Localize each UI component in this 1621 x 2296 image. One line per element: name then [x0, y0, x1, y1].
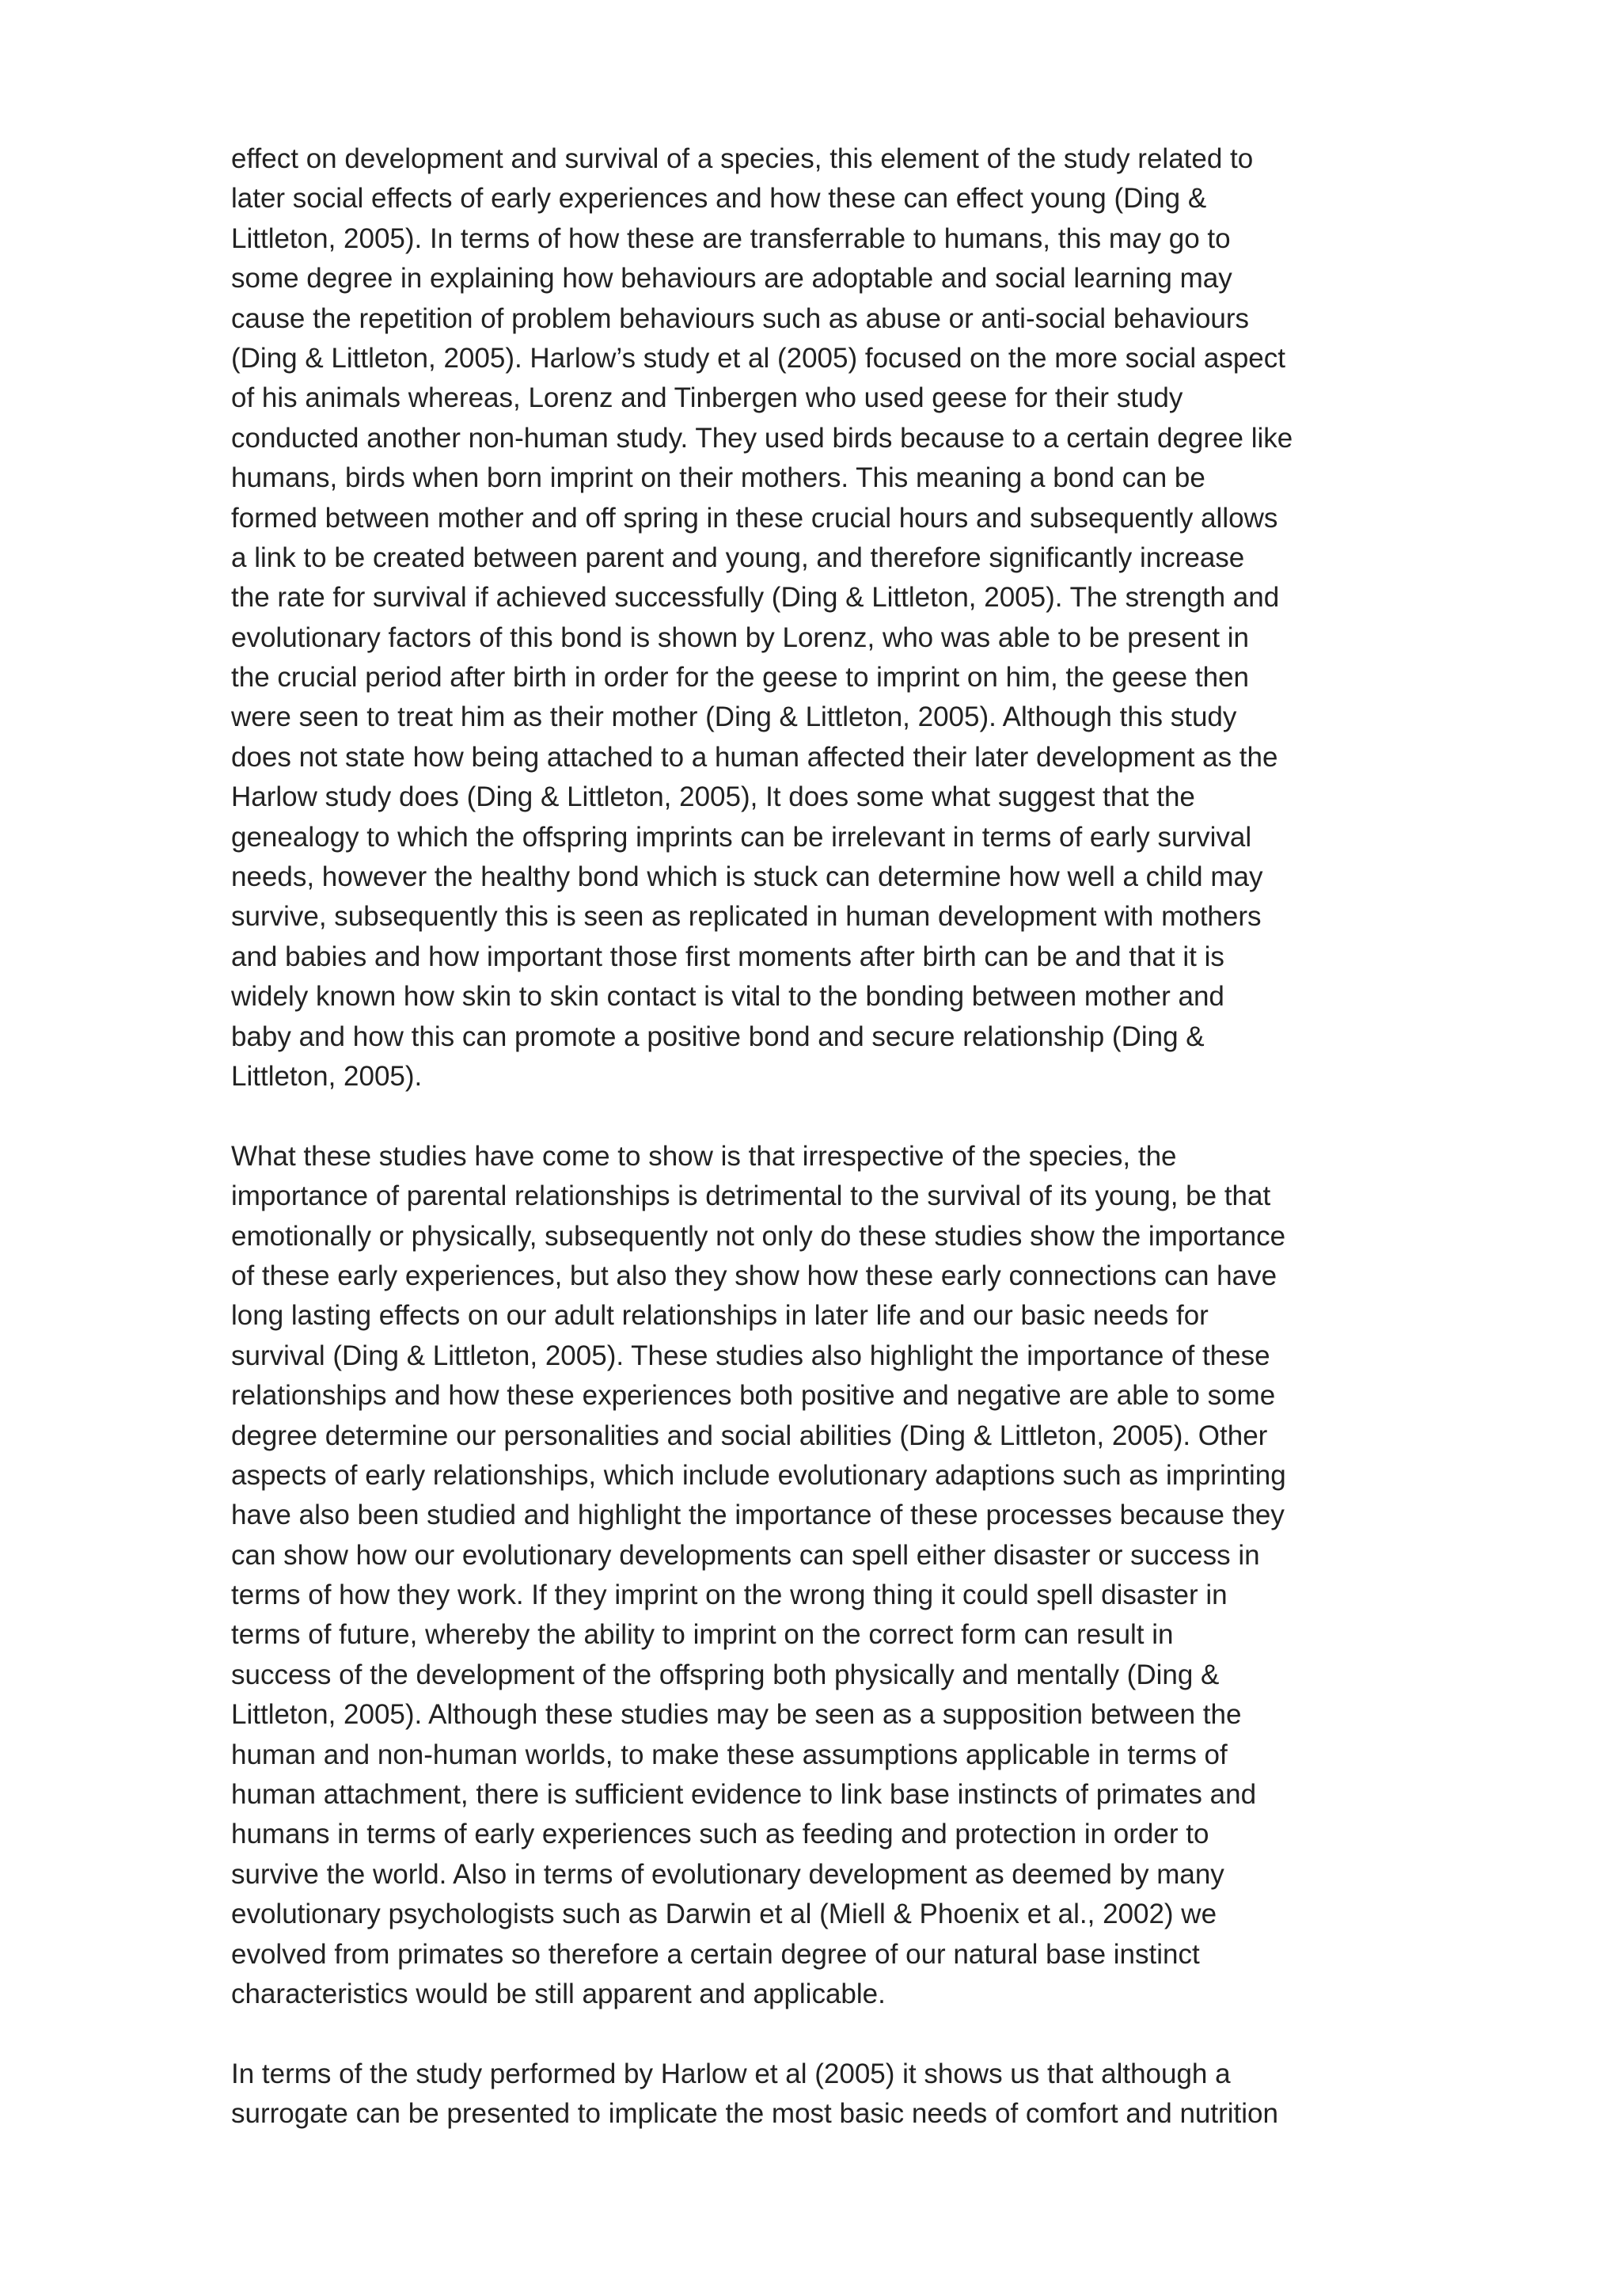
- text-line: humans in terms of early experiences such as feeding and protection in order to: [231, 1819, 1209, 1850]
- text-line: widely known how skin to skin contact is vital to the bonding between mother and: [231, 981, 1224, 1013]
- text-line: success of the development of the offspring both physically and mentally (Ding &: [231, 1659, 1220, 1690]
- document-body: [231, 139, 1395, 2134]
- text-line: Harlow study does (Ding & Littleton, 2005), It does some what suggest that the: [231, 781, 1195, 813]
- text-line: the rate for survival if achieved successfully (Ding & Littleton, 2005). The strength and: [231, 582, 1280, 614]
- text-line: genealogy to which the offspring imprints can be irrelevant in terms of early survival: [231, 821, 1252, 853]
- text-line: Littleton, 2005).: [231, 1060, 423, 1092]
- text-line: importance of parental relationships is detrimental to the survival of its young, be that: [231, 1180, 1271, 1212]
- text-line: of these early experiences, but also they show how these early connections can have: [231, 1260, 1277, 1291]
- text-line: characteristics would be still apparent and applicable.: [231, 1978, 886, 2009]
- text-line: relationships and how these experiences both positive and negative are able to some: [231, 1380, 1276, 1412]
- text-line: evolutionary factors of this bond is shown by Lorenz, who was able to be present in: [231, 622, 1250, 653]
- paragraph: [231, 1137, 1395, 2015]
- text-line: evolved from primates so therefore a certain degree of our natural base instinct: [231, 1938, 1200, 1970]
- text-line: cause the repetition of problem behaviours such as abuse or anti-social behaviours: [231, 302, 1250, 334]
- text-line: needs, however the healthy bond which is stuck can determine how well a child may: [231, 861, 1263, 893]
- text-line: degree determine our personalities and social abilities (Ding & Littleton, 2005). Other: [231, 1420, 1268, 1451]
- text-line: evolutionary psychologists such as Darwin et al (Miell & Phoenix et al., 2002) we: [231, 1899, 1217, 1930]
- text-line: (Ding & Littleton, 2005). Harlow’s study et al (2005) focused on the more social aspect: [231, 342, 1285, 374]
- text-line: and babies and how important those first moments after birth can be and that it is: [231, 941, 1224, 972]
- text-line: aspects of early relationships, which include evolutionary adaptions such as imprinting: [231, 1459, 1286, 1491]
- text-line: Littleton, 2005). In terms of how these are transferrable to humans, this may go to: [231, 222, 1231, 254]
- text-line: formed between mother and off spring in these crucial hours and subsequently allows: [231, 502, 1278, 534]
- text-line: terms of how they work. If they imprint on the wrong thing it could spell disaster in: [231, 1579, 1228, 1611]
- text-line: In terms of the study performed by Harlow et al (2005) it shows us that although a: [231, 2058, 1231, 2089]
- paragraph-gap: [231, 1097, 1395, 1136]
- text-line: humans, birds when born imprint on their mothers. This meaning a bond can be: [231, 462, 1205, 494]
- text-line: Littleton, 2005). Although these studies may be seen as a supposition between the: [231, 1699, 1242, 1731]
- text-line: long lasting effects on our adult relationships in later life and our basic needs for: [231, 1300, 1209, 1332]
- text-line: can show how our evolutionary developments can spell either disaster or success in: [231, 1539, 1260, 1571]
- paragraph: [231, 139, 1395, 1097]
- text-line: have also been studied and highlight the importance of these processes because they: [231, 1500, 1285, 1531]
- text-line: conducted another non-human study. They used birds because to a certain degree like: [231, 422, 1293, 454]
- text-line: survive the world. Also in terms of evolutionary development as deemed by many: [231, 1858, 1224, 1890]
- text-line: of his animals whereas, Lorenz and Tinbergen who used geese for their study: [231, 382, 1183, 414]
- text-line: later social effects of early experiences and how these can effect young (Ding &: [231, 183, 1207, 215]
- text-line: What these studies have come to show is that irrespective of the species, the: [231, 1140, 1177, 1172]
- text-line: human attachment, there is sufficient evidence to link base instincts of primates and: [231, 1779, 1257, 1811]
- paragraph-gap: [231, 2014, 1395, 2054]
- text-line: survival (Ding & Littleton, 2005). These studies also highlight the importance of these: [231, 1340, 1270, 1371]
- text-line: does not state how being attached to a human affected their later development as the: [231, 741, 1278, 773]
- text-line: a link to be created between parent and young, and therefore significantly increase: [231, 542, 1245, 573]
- text-line: human and non-human worlds, to make these assumptions applicable in terms of: [231, 1739, 1228, 1770]
- text-line: effect on development and survival of a species, this element of the study related to: [231, 143, 1254, 174]
- text-line: survive, subsequently this is seen as replicated in human development with mothers: [231, 901, 1262, 933]
- text-line: were seen to treat him as their mother (Ding & Littleton, 2005). Although this study: [231, 701, 1237, 733]
- text-line: emotionally or physically, subsequently not only do these studies show the importance: [231, 1220, 1286, 1252]
- text-line: some degree in explaining how behaviours are adoptable and social learning may: [231, 263, 1232, 295]
- text-line: baby and how this can promote a positive bond and secure relationship (Ding &: [231, 1021, 1205, 1052]
- paragraph: [231, 2055, 1395, 2134]
- text-line: the crucial period after birth in order for the geese to imprint on him, the geese then: [231, 662, 1249, 694]
- text-line: surrogate can be presented to implicate the most basic needs of comfort and nutrition: [231, 2098, 1278, 2130]
- text-line: terms of future, whereby the ability to imprint on the correct form can result in: [231, 1619, 1174, 1651]
